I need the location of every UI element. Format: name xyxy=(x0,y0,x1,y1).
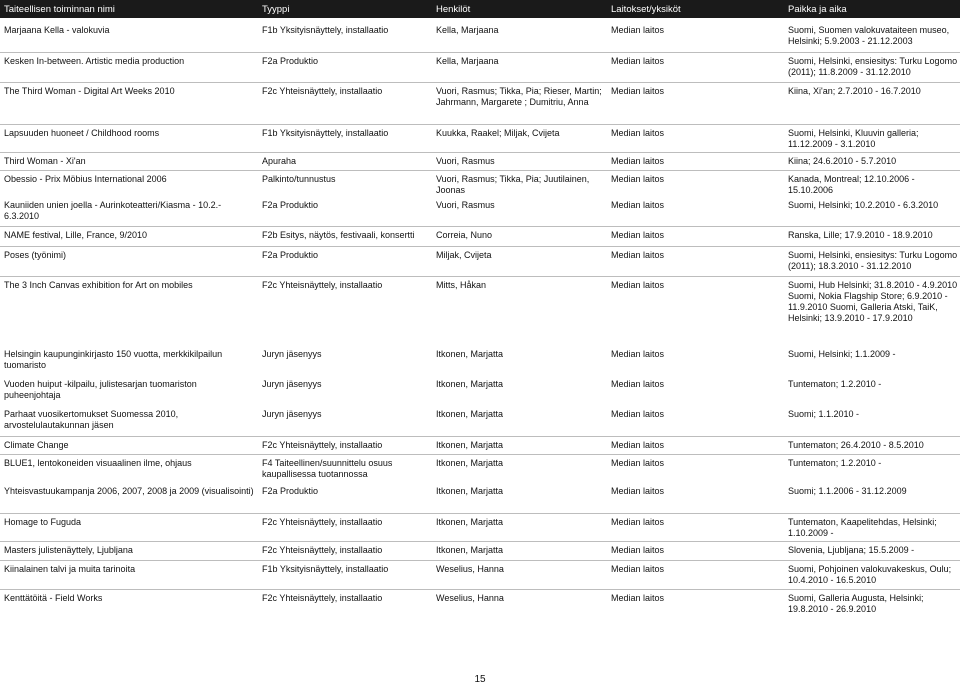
place-time-cell: Suomi, Helsinki, ensiesitys: Turku Logomo (2011); 11.8.2009 - 31.12.2010 xyxy=(788,56,958,77)
place-time-cell: Tuntematon; 1.2.2010 - xyxy=(788,458,882,468)
unit-cell: Median laitos xyxy=(611,200,665,210)
header-place-time: Paikka ja aika xyxy=(788,4,847,15)
persons-cell: Kuukka, Raakel; Miljak, Cvijeta xyxy=(436,128,560,138)
unit-cell: Median laitos xyxy=(611,280,665,290)
table-row xyxy=(0,152,960,166)
unit-cell: Median laitos xyxy=(611,250,665,260)
persons-cell: Vuori, Rasmus; Tikka, Pia; Rieser, Martin; Jahrmann, Margarete ; Dumitriu, Anna xyxy=(436,86,602,107)
type-cell: F2a Produktio xyxy=(262,250,319,260)
persons-cell: Vuori, Rasmus; Tikka, Pia; Juutilainen, Joonas xyxy=(436,174,590,195)
place-time-cell: Tuntematon; 26.4.2010 - 8.5.2010 xyxy=(788,440,924,450)
place-time-cell: Suomi, Suomen valokuvataiteen museo, Helsinki; 5.9.2003 - 21.12.2003 xyxy=(788,25,950,46)
place-time-cell: Suomi; 1.1.2006 - 31.12.2009 xyxy=(788,486,907,496)
type-cell: F2c Yhteisnäyttely, installaatio xyxy=(262,593,383,603)
place-time-cell: Suomi, Helsinki, ensiesitys: Turku Logomo (2011); 18.3.2010 - 31.12.2010 xyxy=(788,250,958,271)
table-row xyxy=(0,541,960,555)
persons-cell: Kella, Marjaana xyxy=(436,56,499,66)
name-cell: The Third Woman - Digital Art Weeks 2010 xyxy=(4,86,175,96)
table-row xyxy=(0,82,960,107)
name-cell: Marjaana Kella - valokuvia xyxy=(4,25,110,35)
persons-cell: Itkonen, Marjatta xyxy=(436,458,504,468)
table-row xyxy=(0,124,960,149)
unit-cell: Median laitos xyxy=(611,564,665,574)
table-row xyxy=(0,276,960,323)
table-row xyxy=(0,170,960,195)
type-cell: Juryn jäsenyys xyxy=(262,409,322,419)
unit-cell: Median laitos xyxy=(611,440,665,450)
place-time-cell: Kiina; 24.6.2010 - 5.7.2010 xyxy=(788,156,897,166)
type-cell: F2a Produktio xyxy=(262,486,319,496)
type-cell: F2c Yhteisnäyttely, installaatio xyxy=(262,545,383,555)
persons-cell: Miljak, Cvijeta xyxy=(436,250,492,260)
name-cell: Kiinalainen talvi ja muita tarinoita xyxy=(4,564,136,574)
type-cell: F2c Yhteisnäyttely, installaatio xyxy=(262,280,383,290)
name-cell: Yhteisvastuukampanja 2006, 2007, 2008 ja 2009 (visualisointi) xyxy=(4,486,254,496)
persons-cell: Vuori, Rasmus xyxy=(436,156,495,166)
persons-cell: Itkonen, Marjatta xyxy=(436,440,504,450)
place-time-cell: Suomi, Hub Helsinki; 31.8.2010 - 4.9.2010 Suomi, Nokia Flagship Store; 6.9.2010 - 11.9.2010 Suomi, Galleria Atski, TaiK, Helsinki; 13.9.2010 - 17.9.2010 xyxy=(788,280,958,323)
persons-cell: Weselius, Hanna xyxy=(436,564,504,574)
unit-cell: Median laitos xyxy=(611,517,665,527)
name-cell: Climate Change xyxy=(4,440,69,450)
place-time-cell: Suomi, Helsinki; 10.2.2010 - 6.3.2010 xyxy=(788,200,939,210)
place-time-cell: Kiina, Xi'an; 2.7.2010 - 16.7.2010 xyxy=(788,86,921,96)
unit-cell: Median laitos xyxy=(611,25,665,35)
unit-cell: Median laitos xyxy=(611,409,665,419)
type-cell: Palkinto/tunnustus xyxy=(262,174,336,184)
unit-cell: Median laitos xyxy=(611,174,665,184)
table-row xyxy=(0,246,960,271)
name-cell: Kenttätöitä - Field Works xyxy=(4,593,103,603)
place-time-cell: Suomi, Galleria Augusta, Helsinki; 19.8.2010 - 26.9.2010 xyxy=(788,593,924,614)
name-cell: Masters julistenäyttely, Ljubljana xyxy=(4,545,133,555)
persons-cell: Correia, Nuno xyxy=(436,230,493,240)
name-cell: Kesken In-between. Artistic media production xyxy=(4,56,185,66)
unit-cell: Median laitos xyxy=(611,593,665,603)
table-row xyxy=(0,454,960,479)
persons-cell: Vuori, Rasmus xyxy=(436,200,495,210)
header-name: Taiteellisen toiminnan nimi xyxy=(4,4,115,15)
name-cell: Poses (työnimi) xyxy=(4,250,67,260)
place-time-cell: Suomi; 1.1.2010 - xyxy=(788,409,860,419)
page-number: 15 xyxy=(474,674,486,685)
place-time-cell: Suomi, Helsinki, Kluuvin galleria; 11.12.2009 - 3.1.2010 xyxy=(788,128,919,149)
type-cell: F2a Produktio xyxy=(262,200,319,210)
type-cell: F2a Produktio xyxy=(262,56,319,66)
type-cell: F2b Esitys, näytös, festivaali, konsertti xyxy=(262,230,415,240)
place-time-cell: Kanada, Montreal; 12.10.2006 - 15.10.2006 xyxy=(788,174,915,195)
persons-cell: Itkonen, Marjatta xyxy=(436,486,504,496)
unit-cell: Median laitos xyxy=(611,128,665,138)
header-units: Laitokset/yksiköt xyxy=(611,4,681,15)
header-type: Tyyppi xyxy=(262,4,290,15)
type-cell: F1b Yksityisnäyttely, installaatio xyxy=(262,128,389,138)
name-cell: Vuoden huiput -kilpailu, julistesarjan tuomariston puheenjohtaja xyxy=(4,379,197,400)
place-time-cell: Ranska, Lille; 17.9.2010 - 18.9.2010 xyxy=(788,230,933,240)
persons-cell: Itkonen, Marjatta xyxy=(436,545,504,555)
name-cell: Homage to Fuguda xyxy=(4,517,82,527)
unit-cell: Median laitos xyxy=(611,379,665,389)
type-cell: F2c Yhteisnäyttely, installaatio xyxy=(262,440,383,450)
table-row xyxy=(0,52,960,77)
unit-cell: Median laitos xyxy=(611,349,665,359)
header-persons: Henkilöt xyxy=(436,4,471,15)
persons-cell: Itkonen, Marjatta xyxy=(436,349,504,359)
table-row xyxy=(0,560,960,585)
type-cell: Apuraha xyxy=(262,156,297,166)
place-time-cell: Suomi, Pohjoinen valokuvakeskus, Oulu; 10.4.2010 - 16.5.2010 xyxy=(788,564,952,585)
table-header xyxy=(0,0,960,18)
type-cell: Juryn jäsenyys xyxy=(262,379,322,389)
name-cell: The 3 Inch Canvas exhibition for Art on mobiles xyxy=(4,280,193,290)
name-cell: Third Woman - Xi'an xyxy=(4,156,86,166)
unit-cell: Median laitos xyxy=(611,156,665,166)
persons-cell: Mitts, Håkan xyxy=(436,280,487,290)
unit-cell: Median laitos xyxy=(611,545,665,555)
name-cell: Lapsuuden huoneet / Childhood rooms xyxy=(4,128,160,138)
unit-cell: Median laitos xyxy=(611,56,665,66)
persons-cell: Itkonen, Marjatta xyxy=(436,409,504,419)
place-time-cell: Tuntematon, Kaapelitehdas, Helsinki; 1.10.2009 - xyxy=(788,517,937,538)
table-row xyxy=(0,513,960,538)
type-cell: F4 Taiteellinen/suunnittelu osuus kaupallisessa tuotannossa xyxy=(262,458,393,479)
name-cell: BLUE1, lentokoneiden visuaalinen ilme, ohjaus xyxy=(4,458,192,468)
type-cell: Juryn jäsenyys xyxy=(262,349,322,359)
unit-cell: Median laitos xyxy=(611,86,665,96)
name-cell: Kauniiden unien joella - Aurinkoteatteri/Kiasma - 10.2.- 6.3.2010 xyxy=(4,200,222,221)
name-cell: Helsingin kaupunginkirjasto 150 vuotta, merkkikilpailun tuomaristo xyxy=(4,349,223,370)
type-cell: F1b Yksityisnäyttely, installaatio xyxy=(262,25,389,35)
place-time-cell: Slovenia, Ljubljana; 15.5.2009 - xyxy=(788,545,915,555)
name-cell: Obessio - Prix Möbius International 2006 xyxy=(4,174,167,184)
persons-cell: Itkonen, Marjatta xyxy=(436,517,504,527)
place-time-cell: Suomi, Helsinki; 1.1.2009 - xyxy=(788,349,896,359)
persons-cell: Weselius, Hanna xyxy=(436,593,504,603)
unit-cell: Median laitos xyxy=(611,458,665,468)
unit-cell: Median laitos xyxy=(611,230,665,240)
name-cell: Parhaat vuosikertomukset Suomessa 2010, arvostelulautakunnan jäsen xyxy=(4,409,179,430)
type-cell: F2c Yhteisnäyttely, installaatio xyxy=(262,517,383,527)
persons-cell: Kella, Marjaana xyxy=(436,25,499,35)
place-time-cell: Tuntematon; 1.2.2010 - xyxy=(788,379,882,389)
unit-cell: Median laitos xyxy=(611,486,665,496)
table-row xyxy=(0,589,960,614)
table-row xyxy=(0,226,960,240)
persons-cell: Itkonen, Marjatta xyxy=(436,379,504,389)
table-row xyxy=(0,436,960,450)
type-cell: F1b Yksityisnäyttely, installaatio xyxy=(262,564,389,574)
type-cell: F2c Yhteisnäyttely, installaatio xyxy=(262,86,383,96)
name-cell: NAME festival, Lille, France, 9/2010 xyxy=(4,230,148,240)
